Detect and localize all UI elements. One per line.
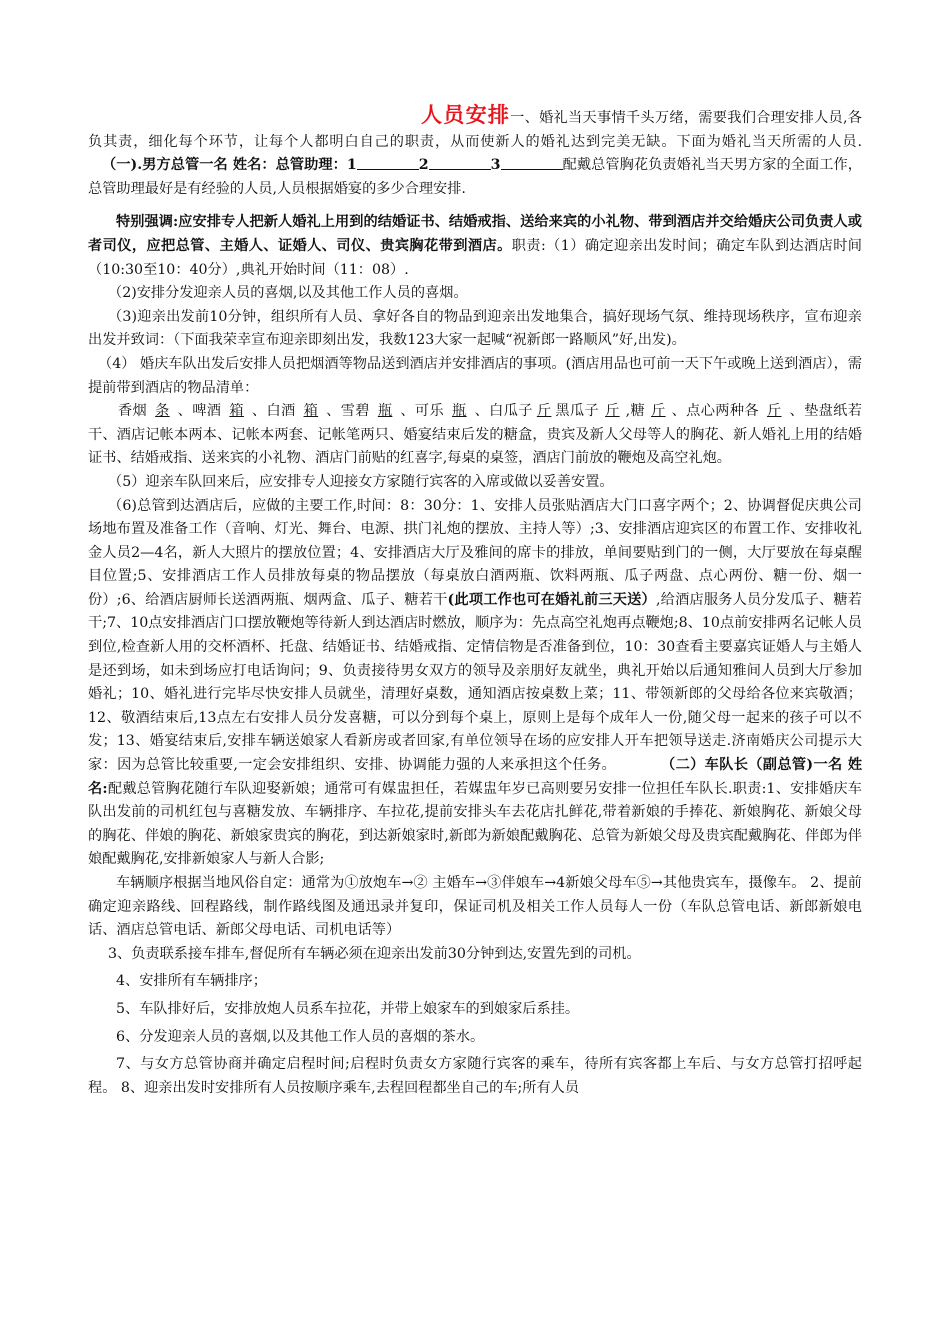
list-text: 、白酒 [251,403,296,420]
section2-heading: （二）车队长（副总管)一名 姓名: [88,757,863,797]
list-text: 、可乐 [400,403,445,420]
list-underline: 瓶 [377,403,393,420]
list-underline: 斤 [536,403,552,420]
list-text: 、啤酒 [177,403,222,420]
assistant-blank-3 [501,155,563,170]
list-underline: 斤 [651,403,666,420]
intro-text: 一、婚礼当天事情千头万绪，需要我们合理安排人员,各负其责，细化每个环节，让每个人都明白自己的职责，从而使新人的婚礼达到完美无缺。下面为婚礼当天所需的人员. [88,110,862,150]
emphasis-text: 特别强调:应安排专人把新人婚礼上用到的结婚证书、结婚戒指、送给来宾的小礼物、带到酒店并交给婚庆公司负责人或者司仪，应把总管、主婚人、证婚人、司仪、贵宾胸花带到酒店。 [88,214,862,254]
assistant-blank-2 [429,155,491,170]
list-text: 、白瓜子 [474,403,533,420]
duty-4: （4） 婚庆车队出发后安排人员把烟酒等物品送到酒店并安排酒店的事项。(酒店用品也可前一天下午或晚上送到酒店），需提前带到酒店的物品清单： [88,355,862,396]
duty-3: （3)迎亲出发前10分钟，组织所有人员、拿好各自的物品到迎亲出发地集合，搞好现场气氛、维持现场秩序，宣布迎亲出发并致词：（下面我荣幸宣布迎亲即刻出发，我数123大家一起喊“祝新郎一路顺风”好,出发)。 [88,308,862,349]
document-page [88,104,862,1100]
doc-title: 人员安排 [421,103,511,127]
section1-desc: 配戴总管胸花负责婚礼当天男方家的全面工作，总管助理最好是有经验的人员,人员根据婚宴的多少合理安排. [88,157,862,197]
emphasis-paragraph [88,211,862,282]
list-underline: 斤 [766,403,782,420]
vehicle-order: 车辆顺序根据当地风俗自定：通常为①放炮车→② 主婚车→③伴娘车→4新娘父母车⑤→其他贵宾车，摄像车。 2、提前确定迎亲路线、回程路线，制作路线图及通迅录并复印，保证司机及相关工作人员每人一份（车队总管电话、新郎新娘电话、酒店总管电话、新郎父母电话、司机电话等） [88,875,862,939]
vehicle-duty-4: 4、安排所有车辆排序； [116,973,267,990]
vehicle-duty-7: 7、与女方总管协商并确定启程时间;启程时负责女方家随行宾客的乘车，待所有宾客都上车后、与女方总管打招呼起程。 8、迎亲出发时安排所有人员按顺序乘车,去程回程都坐自己的车;所有人员 [88,1056,862,1096]
assistant-num-2: 2 [418,157,429,174]
intro-paragraph [88,104,862,201]
list-underline: 箱 [303,403,319,420]
duty-6-text: （6)总管到达酒店后，应做的主要工作,时间：8：30分：1、安排人员张贴酒店大门口喜字两个；2、协调督促庆典公司场地布置及准备工作（音响、灯光、舞台、电源、拱门礼炮的摆放、主持人等）;3、安排酒店迎宾区的布置工作、安排收礼金人员2—4名，新人大照片的摆放位置；4、安排酒店大厅及雅间的席卡的排放，单间要贴到门的一侧，大厅要放在每桌醒目位置;5、安排酒店工作人员排放每桌的物品摆放（每桌放白酒两瓶、饮料两瓶、瓜子两盘、点心两份、糖一份、烟一份）;6、给酒店厨师长送酒两瓶、烟两盒、瓜子、糖若干 [88,497,862,608]
duty-1: 职责:（1）确定迎亲出发时间；确定车队到达酒店时间（10:30至10：40分）,典礼开始时间（11：08）. [88,237,862,278]
list-text: ,糖 [625,403,646,420]
section1-heading: （一).男方总管一名 姓名：总管助理：1 [102,157,357,174]
vehicle-duty-5: 5、车队排好后，安排放炮人员系车拉花，并带上娘家车的到娘家后系挂。 [116,1000,580,1017]
list-underline: 箱 [229,403,244,420]
list-text: 香烟 [118,403,148,420]
duty-5: （5）迎亲车队回来后，应安排专人迎接女方家随行宾客的入席或做以妥善安置。 [108,473,614,490]
list-underline: 条 [155,403,170,420]
duty-6-rest: ,给酒店服务人员分发瓜子、糖若干;7、10点安排酒店门口摆放鞭炮等待新人到达酒店时燃放，顺序为：先点高空礼炮再点鞭炮;8、10点前安排两名记帐人员到位,检查新人用的交杯酒杯、托盘、结婚证书、结婚戒指、定情信物是否准备到位，10：30查看主要嘉宾证婚人与主婚人是还到场，如未到场应打电话询问；9、负责接待男女双方的领导及亲朋好友就坐，典礼开始以后通知雅间人员到大厅参加婚礼；10、婚礼进行完毕尽快安排人员就坐，清理好桌数，通知酒店按桌数上菜；11、带领新郎的父母给各位来宾敬酒；12、敬酒结束后,13点左右安排人员分发喜糖，可以分到每个桌上，原则上是每个成年人一份,随父母一起来的孩子可以不发；13、婚宴结束后,安排车辆送娘家人看新房或者回家,有单位领导在场的应安排人开车把领导送走.济南婚庆公司提示大家：因为总管比较重要,一定会安排组织、安排、协调能力强的人来承担这个任务。 [88,591,862,774]
item-list [88,400,862,471]
list-text: 黑瓜子 [555,403,600,420]
list-text: 、点心两种各 [671,403,759,420]
list-underline: 瓶 [452,403,467,420]
list-text: 、垫盘纸若干、酒店记帐本两本、记帐本两套、记帐笔两只、婚宴结束后发的糖盒，贵宾及新人父母等人的胸花、新人婚礼上用的结婚证书、结婚戒指、送来宾的小礼物、酒店门前贴的红喜字,每桌的桌签，酒店门前放的鞭炮及高空礼炮。 [88,403,862,467]
list-underline: 斤 [605,403,620,420]
vehicle-duty-3: 3、负责联系接车排车,督促所有车辆必须在迎亲出发前30分钟到达,安置先到的司机。 [108,945,641,962]
assistant-num-3: 3 [490,157,501,174]
duty-6 [88,495,862,873]
section2-desc: 配戴总管胸花随行车队迎娶新娘；通常可有媒盅担任，若媒盅年岁已高则要另安排一位担任车队长.职责:1、安排婚庆车队出发前的司机红包与喜糖发放、车辆排序、车拉花,提前安排头车去花店扎鲜花,带着新娘的手捧花、新娘胸花、新娘父母的胸花、伴娘的胸花、新娘家贵宾的胸花，到达新娘家时,新郎为新娘配戴胸花、总管为新娘父母及贵宾配戴胸花、伴郎为伴娘配戴胸花,安排新娘家人与新人合影; [88,780,862,868]
assistant-blank-1 [357,155,419,170]
duty-6-bold: (此项工作也可在婚礼前三天送） [447,591,656,608]
duty-2: （2)安排分发迎亲人员的喜烟,以及其他工作人员的喜烟。 [108,285,468,302]
list-text: 、雪碧 [326,403,370,420]
vehicle-duty-6: 6、分发迎亲人员的喜烟,以及其他工作人员的喜烟的茶水。 [116,1028,485,1045]
